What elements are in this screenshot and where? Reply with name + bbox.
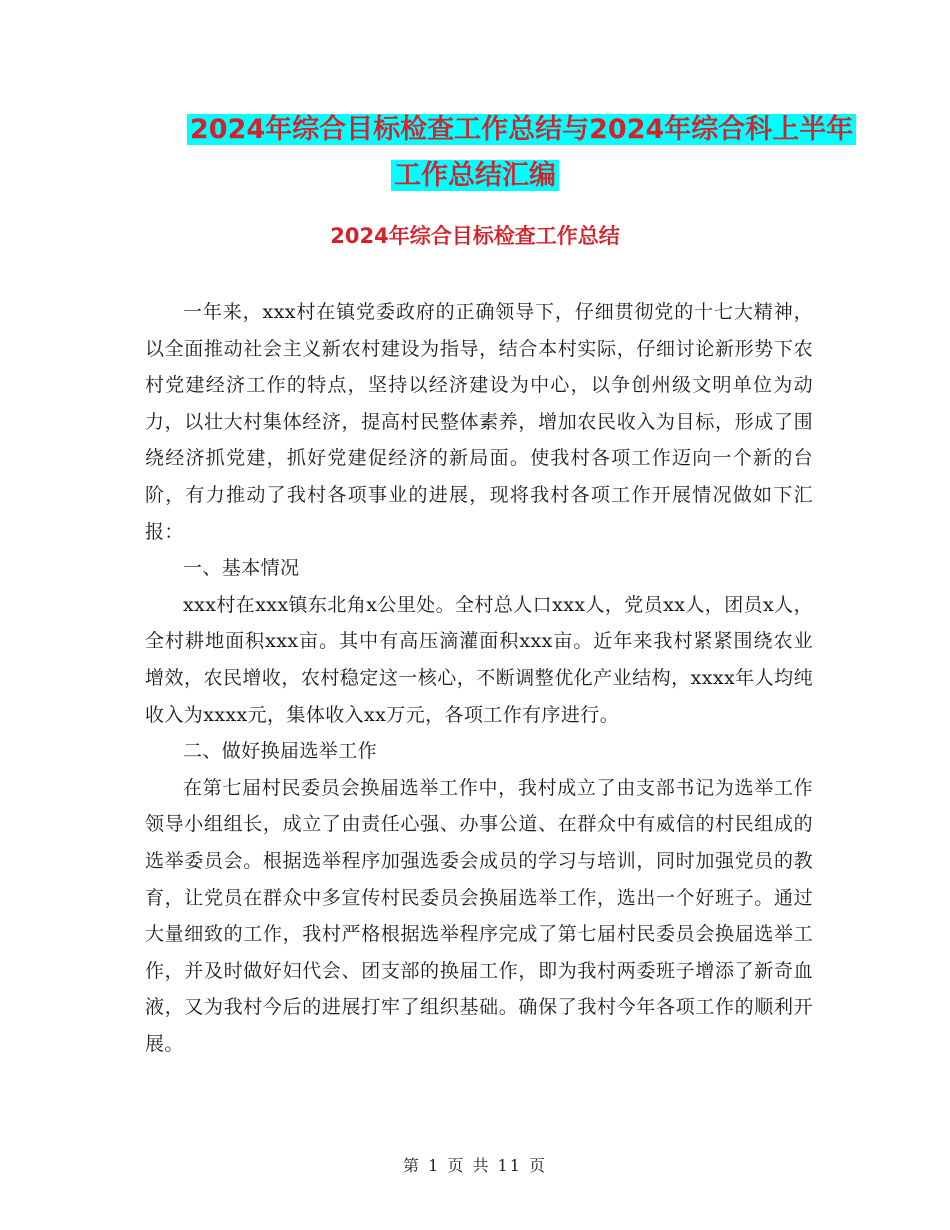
heading-election: 二、做好换届选举工作 [183,740,378,763]
document-title-line-1 [187,108,856,152]
title-highlight-2: 工作总结汇编 [391,160,559,191]
paragraph-election: 在第七届村民委员会换届选举工作中，我村成立了由支部书记为选举工作领导小组组长，成立了由责任心强、办事公道、在群众中有威信的村民组成的选举委员会。根据选举程序加强选委会成员的学习与培训，同时加强党员的教育，让党员在群众中多宣传村民委员会换届选举工作，选出一个好班子。通过大量细致的工作，我村严格根据选举程序完成了第七届村民委员会换届选举工作，并及时做好妇代会、团支部的换届工作，即为我村两委班子增添了新奇血液，又为我村今后的进展打牢了组织基础。确保了我村今年各项工作的顺利开展。 [145,776,813,1055]
title-highlight-1: 2024年综合目标检查工作总结与2024年综合科上半年 [187,114,856,145]
section-title: 2024年综合目标检查工作总结 [330,224,620,248]
document-title-line-2 [0,154,950,198]
paragraph-intro: 一年来，xxx村在镇党委政府的正确领导下，仔细贯彻党的十七大精神，以全面推动社会主义新农村建设为指导，结合本村实际，仔细讨论新形势下农村党建经济工作的特点，坚持以经济建设为中心，以争创州级文明单位为动力，以壮大村集体经济，提高村民整体素养，增加农民收入为目标，形成了围绕经济抓党建，抓好党建促经济的新局面。使我村各项工作迈向一个新的台阶，有力推动了我村各项事业的进展，现将我村各项工作开展情况做如下汇报： [145,301,813,543]
page-footer: 第 1 页 共 11 页 [403,1156,547,1175]
heading-basic-situation: 一、基本情况 [183,557,300,580]
paragraph-basic-situation: xxx村在xxx镇东北角x公里处。全村总人口xxx人，党员xx人，团员x人，全村耕地面积xxx亩。其中有高压滴灌面积xxx亩。近年来我村紧紧围绕农业增效，农民增收，农村稳定这一核心，不断调整优化产业结构，xxxx年人均纯收入为xxxx元，集体收入xx万元，各项工作有序进行。 [145,593,813,726]
body-text [145,294,813,1062]
